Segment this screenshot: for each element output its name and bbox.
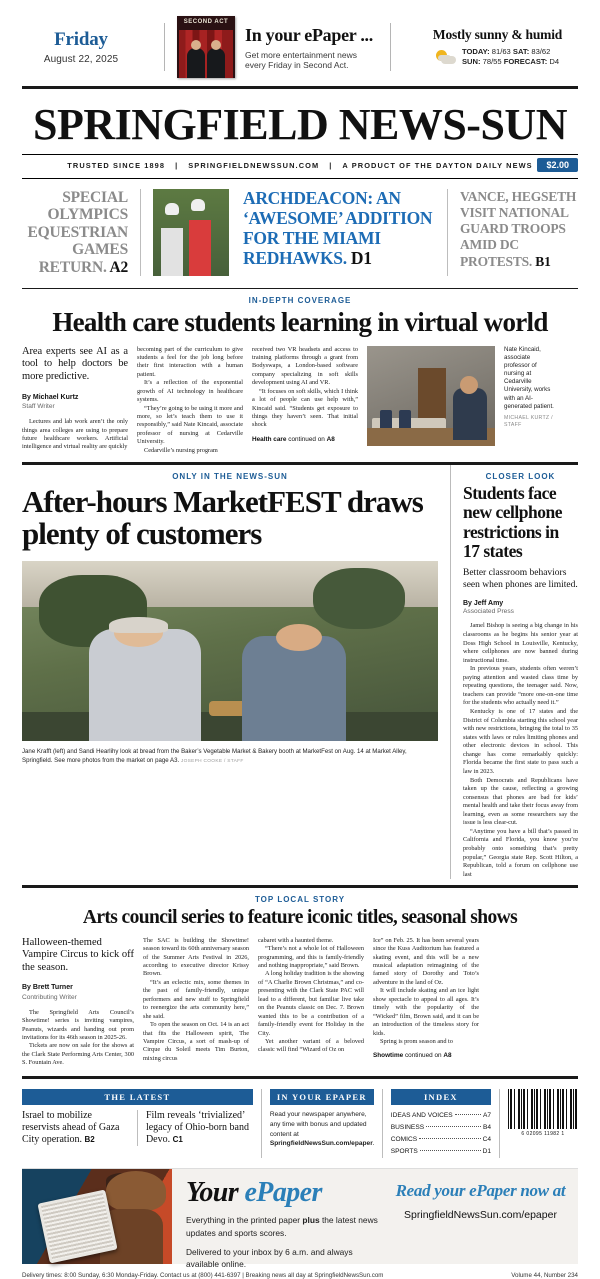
closer-look-kicker: CLOSER LOOK xyxy=(485,472,556,482)
weather-widget[interactable] xyxy=(403,27,578,68)
indepth-kicker: IN-DEPTH COVERAGE xyxy=(248,296,352,306)
index-dots xyxy=(420,1150,481,1151)
barcode-number: 6 02095 11982 1 xyxy=(521,1130,565,1137)
closer-look-headline[interactable]: Students face new cellphone restrictions in 17 states xyxy=(463,483,562,561)
index-dots xyxy=(426,1126,481,1127)
promo-football-photo xyxy=(153,189,229,277)
weather-sun-value: 78/55 xyxy=(482,57,502,66)
epaper-text-a: Read your newspaper anywhere, any time with bonus and updated content at xyxy=(269,1110,367,1138)
local-p12: Spring is prom season and to xyxy=(380,1037,453,1045)
tagline-trusted: TRUSTED SINCE 1898 xyxy=(67,160,166,170)
local-p6: cabaret with a haunted theme. xyxy=(258,936,334,944)
weather-forecast-page: D4 xyxy=(549,57,560,66)
closer-look-deck: Better classroom behaviors seen when phones are limited. xyxy=(463,568,578,590)
closer-look-byline-title: Associated Press xyxy=(463,608,514,616)
local-columns xyxy=(22,937,578,1068)
latest-item-2-page: C1 xyxy=(172,1134,183,1144)
tagline-row xyxy=(22,155,578,178)
promo-right-page: B1 xyxy=(535,253,551,269)
ad-line-1-plus: plus xyxy=(302,1215,320,1226)
local-continued-page: A8 xyxy=(443,1052,452,1060)
ad-url: SpringfieldNewsSun.com/epaper xyxy=(404,1208,557,1221)
local-p3: The SAC is building the Showtime! season toward its 60th anniversary season of the Summer Arts Festival in 2026, according to executive director Krissy Brown. xyxy=(143,936,249,978)
weather-detail-row xyxy=(417,47,578,68)
newspaper-nameplate: SPRINGFIELD NEWS-SUN xyxy=(33,100,567,149)
local-p8: A long holiday tradition is the showing of “A Charlie Brown Christmas,” and co-presenting with the Clark State PAC will lead to a different, but familiar live take on the Peanuts classic on Dec. 7. Brown wanted this to be a contribution of a family-friendly event for Holiday in the City. xyxy=(258,970,364,1037)
skybox xyxy=(0,0,600,86)
latest-item-1-page: B2 xyxy=(84,1134,95,1144)
indepth-photo-caption: Nate Kincaid, associate professor of nursing at Cedarville University, works with an AI-generated patient. xyxy=(504,345,554,410)
local-story-section xyxy=(0,888,600,1067)
bottom-boxes xyxy=(0,1079,600,1159)
index-row[interactable] xyxy=(391,1122,491,1134)
lead-headline[interactable]: After-hours MarketFEST draws plenty of customers xyxy=(22,484,423,552)
index-box xyxy=(383,1089,499,1159)
indepth-p4: “They’re going to be using it more and more, so let’s teach them to use it responsibly,” said Nate Kincaid, associate professor of nursing at Cedarville University. xyxy=(137,404,243,446)
promo-title: In your ePaper ... xyxy=(245,24,373,45)
footer-volume: Volume 44, Number 234 xyxy=(511,1272,578,1279)
local-p10: Ice” on Feb. 25. It has been several years since the Kuss Auditorium has featured a skating event, and this will be a new musical adaptation reimagining of the famed story of Dorothy and Toto’s adventure in the land of Oz. xyxy=(373,936,479,986)
weather-forecast-label: FORECAST: xyxy=(503,57,548,66)
local-byline: By Brett Turner xyxy=(22,984,73,992)
lead-caption-credit: JOSEPH COOKE / STAFF xyxy=(180,758,244,764)
weather-sun-label: SUN: xyxy=(461,57,481,66)
ad-title-your: Your xyxy=(186,1177,245,1209)
latest-divider xyxy=(137,1110,138,1146)
weather-sat-label: SAT: xyxy=(512,46,530,56)
date-block xyxy=(22,29,152,65)
indepth-headline[interactable]: Health care students learning in virtual world xyxy=(52,307,548,338)
date-day: Friday xyxy=(54,29,108,50)
closer-look-byline: By Jeff Amy xyxy=(463,600,504,608)
promo-strip xyxy=(0,179,600,289)
weather-lines xyxy=(462,47,559,68)
index-name: COMICS xyxy=(390,1136,418,1144)
promo-subtitle: Get more entertainment news every Friday in Second Act. xyxy=(245,49,357,70)
index-list xyxy=(391,1110,491,1159)
local-p9: Yet another variant of a beloved classic will find “Wizard of Oz on xyxy=(258,1037,364,1054)
indepth-section xyxy=(0,289,600,455)
latest-item-2[interactable] xyxy=(146,1110,253,1146)
tagline-product: A PRODUCT OF THE DAYTON DAILY NEWS xyxy=(342,160,533,170)
tagline-sep-2: | xyxy=(329,160,333,170)
ad-photo xyxy=(22,1169,172,1264)
local-col-1 xyxy=(22,937,134,1068)
indepth-deck: Area experts see AI as a tool to help doctors be more predictive. xyxy=(22,345,128,383)
ad-copy xyxy=(172,1169,393,1270)
latest-item-1[interactable] xyxy=(22,1110,129,1146)
index-row[interactable] xyxy=(391,1110,491,1122)
promo-right[interactable] xyxy=(448,189,578,277)
indepth-photo xyxy=(367,346,495,446)
local-col-4 xyxy=(373,937,479,1068)
closer-look-p5: “Anytime you have a bill that’s passed in California and Florida, you know you’re probably onto something that’s pretty popular,” Georgia state Rep. Scott Hilton, a Republican, told a forum on cellphone use last xyxy=(463,827,578,878)
closer-look-column xyxy=(450,465,578,879)
index-header: INDEX xyxy=(391,1089,491,1105)
local-deck: Halloween-themed Vampire Circus to kick off the season. xyxy=(22,936,134,973)
local-continued[interactable] xyxy=(373,1052,479,1061)
closer-look-p1: Jamel Bishop is seeing a big change in his classrooms as he begins his senior year at Doss High School in Louisville, Kentucky, where cellphones are now banned during instructional time. xyxy=(463,622,578,664)
ad-line-1a: Everything in the printed paper xyxy=(186,1215,303,1226)
indepth-p2: becoming part of the curriculum to give students a feel for the job long before their first interaction with a human patient. xyxy=(137,345,243,378)
local-p2: Tickets are now on sale for the shows at the Clark State Performing Arts Center, 300 S. Fountain Ave. xyxy=(22,1042,134,1067)
head-left xyxy=(191,40,201,50)
indepth-p6: received two VR headsets and access to training platforms through a grant from Bodyswaps, a London-based software company specializing in soft skills development using AI and VR. xyxy=(252,345,358,387)
local-kicker: TOP LOCAL STORY xyxy=(254,895,346,905)
weather-today-value: 81/63 xyxy=(491,46,511,56)
weather-summary: Mostly sunny & humid xyxy=(432,26,563,42)
indepth-p3: It’s a reflection of the exponential growth of AI technology in healthcare systems. xyxy=(137,379,243,404)
local-continued-label: Showtime xyxy=(373,1052,404,1060)
ad-cta-text: Read your ePaper now at xyxy=(395,1181,566,1201)
indepth-continued-page: A8 xyxy=(326,435,335,443)
local-byline-title: Contributing Writer xyxy=(22,993,77,1001)
local-headline[interactable]: Arts council series to feature iconic titles, seasonal shows xyxy=(82,907,518,929)
figure-right xyxy=(207,48,225,78)
index-row[interactable] xyxy=(391,1134,491,1146)
local-col-2 xyxy=(143,937,249,1068)
lead-kicker: ONLY IN THE NEWS-SUN xyxy=(172,472,288,482)
main-body xyxy=(0,465,600,879)
index-page: B4 xyxy=(482,1123,492,1131)
promo-center-text: ARCHDEACON: AN ‘AWESOME’ ADDITION FOR THE MIAMI REDHAWKS. xyxy=(243,187,433,268)
index-page: D1 xyxy=(482,1148,492,1156)
divider-2 xyxy=(390,23,391,71)
epaper-text-url: SpringfieldNewsSun.com/epaper xyxy=(269,1140,373,1148)
sun-cloud-icon xyxy=(436,49,456,65)
lead-caption-text: Jane Krafft (left) and Sandi Hearlihy look at bread from the Baker’s Vegetable Market & Bakery booth at MarketFest on Aug. 14 at Market Alley, Springfield. See more photos from the market on page A3. xyxy=(22,747,407,764)
promo-text xyxy=(245,25,378,70)
barcode-icon xyxy=(508,1089,578,1129)
lead-caption-row xyxy=(22,741,438,766)
local-p4: “It’s an eclectic mix, some themes in the past of family-friendly, unique performers and new stuff to Springfield to reenergize the arts community here,” she said. xyxy=(143,978,249,1020)
indepth-col-3 xyxy=(252,346,358,456)
indepth-byline-title: Staff Writer xyxy=(22,403,55,411)
promo-right-text: VANCE, HEGSETH VISIT NATIONAL GUARD TROOPS AMID DC PROTESTS. xyxy=(460,188,577,269)
ad-cta-block[interactable] xyxy=(393,1169,578,1264)
local-continued-text: continued on xyxy=(403,1052,444,1060)
weather-today-label: TODAY: xyxy=(461,46,490,56)
head-right xyxy=(211,40,221,50)
local-p7: “There’s not a whole lot of Halloween programming, and this is family-friendly and nothing inappropriate,” said Brown. xyxy=(258,945,364,969)
promo-center[interactable] xyxy=(241,189,447,277)
index-page: C4 xyxy=(482,1136,492,1144)
the-latest-box xyxy=(22,1089,261,1159)
indepth-continued-text: continued on xyxy=(286,435,327,443)
promo-left-page: A2 xyxy=(109,258,128,276)
index-page: A7 xyxy=(482,1111,492,1119)
indepth-continued[interactable] xyxy=(252,436,358,445)
promo-left-text: SPECIAL OLYMPICS EQUESTRIAN GAMES RETURN. xyxy=(27,188,128,276)
indepth-col-1 xyxy=(22,346,128,456)
index-dots xyxy=(419,1138,480,1139)
closer-look-p2: In previous years, students often weren’t paying attention and wasted class time by repeating questions, the teenager said. Now, teachers can provide “more one-on-one time for the students who actually need it.” xyxy=(463,665,578,707)
divider xyxy=(164,23,165,71)
index-dots xyxy=(455,1114,481,1115)
indepth-p7: “It focuses on soft skills, which I think a lot of people can use help with,” Kincaid said. “Students get exposure to things they haven’t seen. That initial shock xyxy=(252,387,358,429)
magazine-cover-thumbnail xyxy=(177,16,235,78)
the-latest-header: THE LATEST xyxy=(22,1089,253,1105)
indepth-col-2 xyxy=(137,346,243,456)
nameplate-wrap xyxy=(0,89,600,179)
date-full: August 22, 2025 xyxy=(43,54,119,65)
closer-look-p3: Kentucky is one of 17 states and the District of Columbia starting this school year with new restrictions, bringing the total to 35 states with laws or rules limiting phones and other electronic devices in school. This change has come remarkably quickly: Florida became the first state to pass such a law in 2023. xyxy=(463,708,578,775)
ad-title-epaper: ePaper xyxy=(244,1177,322,1209)
in-your-epaper-header: IN YOUR EPAPER xyxy=(270,1089,374,1105)
lead-story-column xyxy=(22,465,450,879)
ad-title xyxy=(186,1179,379,1207)
promo-center-page: D1 xyxy=(350,247,372,268)
index-name: SPORTS xyxy=(390,1148,418,1156)
indepth-photo-credit: MICHAEL KURTZ / STAFF xyxy=(504,415,553,428)
ad-line-2: Delivered to your inbox by 6 a.m. and always available online. xyxy=(186,1246,353,1270)
index-name: IDEAS AND VOICES xyxy=(390,1111,453,1119)
indepth-byline: By Michael Kurtz xyxy=(22,393,79,401)
local-p11: It will include skating and an ice light show spectacle to appeal to all ages. It’s timely with the popularity of the “Wicked” film, Brown said, and it can be an introduction of the timeless story for kids. xyxy=(373,987,479,1037)
index-row[interactable] xyxy=(391,1146,491,1158)
magazine-title: SECOND ACT xyxy=(183,19,229,25)
promo-left[interactable] xyxy=(22,189,140,277)
marketfest-photo xyxy=(22,561,438,741)
footer-delivery-info: Delivery times: 8:00 Sunday, 6:30 Monday-Friday. Contact us at (800) 441-6397 | Breaking news all day at SpringfieldNewsSun.com xyxy=(22,1272,384,1279)
tagline-website: SPRINGFIELDNEWSSUN.COM xyxy=(188,160,320,170)
the-latest-items xyxy=(22,1110,253,1146)
in-your-epaper-text[interactable] xyxy=(270,1110,374,1150)
indepth-columns xyxy=(22,346,578,456)
in-your-epaper-box xyxy=(262,1089,382,1159)
indepth-continued-label: Health care xyxy=(252,435,287,443)
indepth-p1: Lectures and lab work aren’t the only things area colleges are using to prepare future healthcare workers. Artificial intelligence and virtual reality are quickly xyxy=(22,418,128,451)
figure-left xyxy=(187,48,205,78)
local-col-3 xyxy=(258,937,364,1068)
closer-look-body xyxy=(463,622,578,879)
local-p1: The Springfield Arts Council’s Showtime! series is inviting vampires, Peanuts, wizards and handing out prom invitations for its 46th season in 2025-26. xyxy=(22,1008,134,1041)
latest-item-2-text: Film reveals ‘trivialized’ legacy of Ohio-born band Devo. xyxy=(145,1109,249,1145)
indepth-caption-col xyxy=(504,346,556,456)
tagline-sep-1: | xyxy=(175,160,179,170)
promo-divider-1 xyxy=(140,189,141,277)
lead-caption xyxy=(22,748,438,766)
barcode-box xyxy=(500,1089,578,1159)
closer-look-p4: Both Democrats and Republicans have taken up the cause, reflecting a growing consensus that phones are bad for kids’ mental health and take their focus away from learning, even as some researchers say the issue is less clear-cut. xyxy=(463,776,578,827)
local-p5: To open the season on Oct. 14 is an act that fits the Halloween spirit, The Vampire Circus, a sort of mash-up of Cirque du Soleil meets Tim Burton, mixing circus xyxy=(143,1021,249,1062)
epaper-promo[interactable] xyxy=(177,16,378,78)
latest-item-1-text: Israel to mobilize reservists ahead of Gaza City operation. xyxy=(22,1109,120,1145)
ad-line-1c: the latest news updates and sports scores. xyxy=(186,1215,378,1238)
epaper-advertisement[interactable] xyxy=(22,1168,578,1270)
weather-sat-value: 83/62 xyxy=(531,46,551,56)
indepth-p5: Cedarville’s nursing program xyxy=(144,446,218,454)
epaper-text-c: . xyxy=(372,1140,375,1148)
ad-line-1 xyxy=(186,1214,379,1238)
price-badge: $2.00 xyxy=(537,158,578,172)
index-name: BUSINESS xyxy=(390,1123,425,1131)
